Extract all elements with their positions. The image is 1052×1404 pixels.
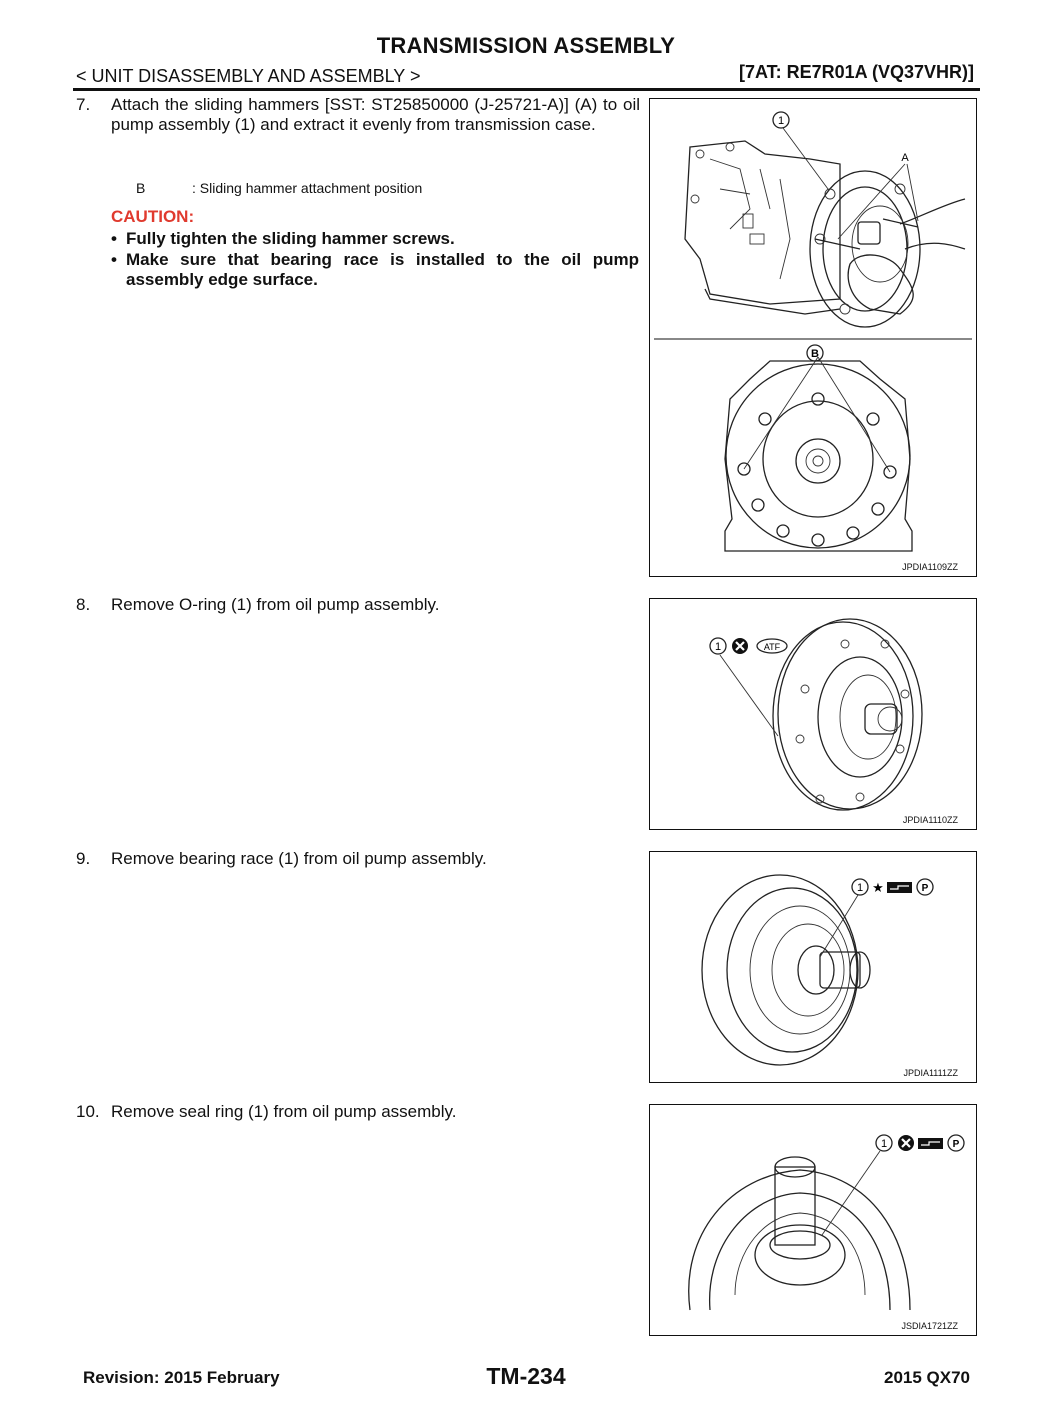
step-number: 7.: [76, 95, 91, 114]
callout-b-label: B: [811, 348, 819, 360]
oil-pump-outline: [778, 619, 922, 809]
atf-label: ATF: [763, 642, 781, 652]
legend-item-b: [136, 180, 422, 196]
star-icon: ★: [872, 881, 884, 896]
model-code: [7AT: RE7R01A (VQ37VHR)]: [738, 62, 974, 82]
step-text: Remove seal ring (1) from oil pump assembly.: [111, 1102, 457, 1121]
vehicle-model: 2015 QX70: [883, 1368, 970, 1387]
figure-seal-ring: [649, 1104, 977, 1336]
figure-code: JPDIA1110ZZ: [902, 815, 958, 825]
step-text: Remove O-ring (1) from oil pump assembly.: [111, 595, 440, 614]
step-number: 9.: [76, 849, 91, 868]
step-10: [76, 1102, 640, 1122]
legend-key: B: [136, 180, 146, 196]
oil-pump-outline: [689, 1170, 910, 1310]
legend-value: : Sliding hammer attachment position: [192, 180, 423, 196]
figure-code: JSDIA1721ZZ: [901, 1321, 958, 1331]
svg-text:1: 1: [880, 1138, 888, 1150]
caution-label: CAUTION:: [111, 207, 195, 226]
caution-item: • Make sure that bearing race is installed to the oil pump assembly edge surface.: [111, 250, 639, 291]
figure-bearing-race: [649, 851, 977, 1083]
selective-part-icon: [887, 882, 912, 893]
step-number: 8.: [76, 595, 91, 614]
figure-code: JPDIA1111ZZ: [903, 1068, 958, 1078]
figure-o-ring: [649, 598, 977, 830]
caution-item: • Fully tighten the sliding hammer screws.: [111, 229, 639, 250]
step-text: Remove bearing race (1) from oil pump assembly.: [111, 849, 487, 868]
transmission-case-drawing: [685, 141, 965, 327]
step-text: Attach the sliding hammers [SST: ST25850000 (J-25721-A)] (A) to oil pump assembly (1) and extract it evenly from transmission case.: [111, 95, 640, 134]
svg-text:P: P: [921, 883, 929, 894]
step-number: 10.: [76, 1102, 100, 1121]
caution-list: [111, 229, 639, 291]
selective-part-icon: [918, 1138, 943, 1149]
step-9: [76, 849, 640, 869]
page-title: TRANSMISSION ASSEMBLY: [376, 33, 676, 58]
callout-1-label: 1: [777, 115, 785, 127]
svg-text:P: P: [952, 1139, 960, 1150]
step-7: [76, 95, 640, 135]
section-title: < UNIT DISASSEMBLY AND ASSEMBLY >: [76, 66, 421, 86]
figure-sliding-hammer: [649, 98, 977, 577]
callout-a-label: A: [901, 152, 909, 164]
header-divider: [73, 88, 980, 91]
page-number: TM-234: [486, 1363, 566, 1389]
oil-pump-front-view: [725, 357, 912, 551]
step-8: [76, 595, 640, 615]
revision-date: Revision: 2015 February: [83, 1368, 280, 1387]
transmission-illustration: [650, 99, 976, 576]
svg-text:1: 1: [856, 882, 864, 894]
figure-code: JPDIA1109ZZ: [902, 562, 958, 572]
svg-text:1: 1: [714, 641, 722, 653]
